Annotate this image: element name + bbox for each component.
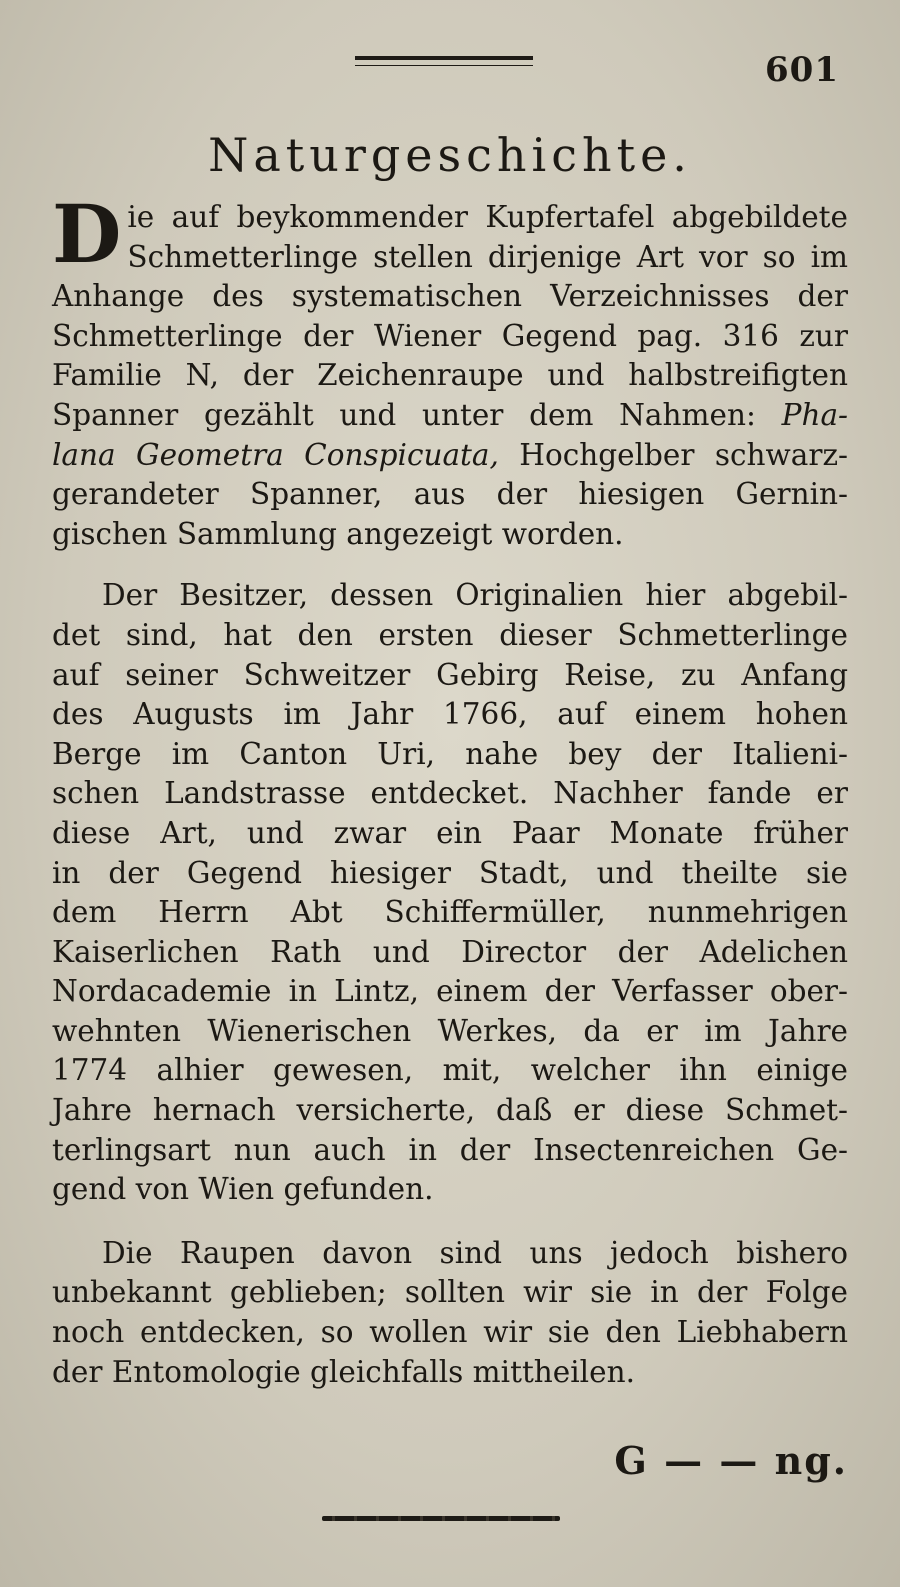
text-line: Jahre hernach versicherte, daß er diese Schmet- [52, 1093, 848, 1128]
paragraph-1 [52, 187, 848, 554]
text-line: terlingsart nun auch in der Insectenreichen Ge- [52, 1132, 848, 1167]
page-title: Naturgeschichte. [208, 128, 692, 182]
text-line: gischen Sammlung angezeigt worden. [52, 516, 624, 551]
text-line: ie auf beykommender Kupfertafel abgebildete [127, 200, 848, 234]
text-line: Der Besitzer, dessen Originalien hier abgebil- [102, 578, 848, 613]
text-line: 1774 alhier gewesen, mit, welcher ihn einige [52, 1053, 848, 1088]
text-line: noch entdecken, so wollen wir sie den Liebhabern [52, 1315, 848, 1350]
text-line: gerandeter Spanner, aus der hiesigen Gernin- [52, 477, 848, 512]
text-line: in der Gegend hiesiger Stadt, und theilte sie [52, 855, 848, 890]
text-line: gend von Wien gefunden. [52, 1172, 434, 1207]
author-signature: G — — ng. [614, 1438, 848, 1483]
text-line: dem Herrn Abt Schiffermüller, nunmehrigen [52, 895, 848, 930]
text-line: lana Geometra Conspicuata, Hochgelber schwarz- [52, 437, 848, 472]
text-line: diese Art, und zwar ein Paar Monate früher [52, 815, 848, 850]
text-line: schen Landstrasse entdecket. Nachher fande er [52, 776, 848, 811]
text-line: wehnten Wienerischen Werkes, da er im Jahre [52, 1013, 848, 1048]
text-line: det sind, hat den ersten dieser Schmetterlinge [52, 617, 848, 652]
text-line: auf seiner Schweitzer Gebirg Reise, zu Anfang [52, 657, 848, 692]
paragraph-2 [52, 576, 848, 1210]
text-line: Nordacademie in Lintz, einem der Verfasser ober- [52, 974, 848, 1009]
text-line: Spanner gezählt und unter dem Nahmen: Pha- [52, 397, 848, 432]
footer-ornament-rule [322, 1516, 560, 1521]
text-line: Die Raupen davon sind uns jedoch bishero [102, 1235, 848, 1270]
body-text [52, 187, 848, 1392]
text-line: Familie N, der Zeichenraupe und halbstreifigten [52, 358, 848, 393]
drop-cap: D [52, 187, 122, 281]
text-line: Berge im Canton Uri, nahe bey der Italieni- [52, 736, 848, 771]
text-line: Schmetterlinge der Wiener Gegend pag. 316 zur [52, 318, 848, 353]
text-line: der Entomologie gleichfalls mittheilen. [52, 1354, 635, 1389]
paragraph-3 [52, 1234, 848, 1392]
page-number: 601 [765, 50, 839, 90]
text-line: Kaiserlichen Rath und Director der Adelichen [52, 934, 848, 969]
text-line: unbekannt geblieben; sollten wir sie in der Folge [52, 1275, 848, 1310]
text-line: Anhange des systematischen Verzeichnisses der [52, 279, 848, 314]
text-line: Schmetterlinge stellen dirjenige Art vor so im [127, 239, 848, 274]
text-line: des Augusts im Jahr 1766, auf einem hohen [52, 697, 848, 732]
header-rule [355, 56, 533, 66]
